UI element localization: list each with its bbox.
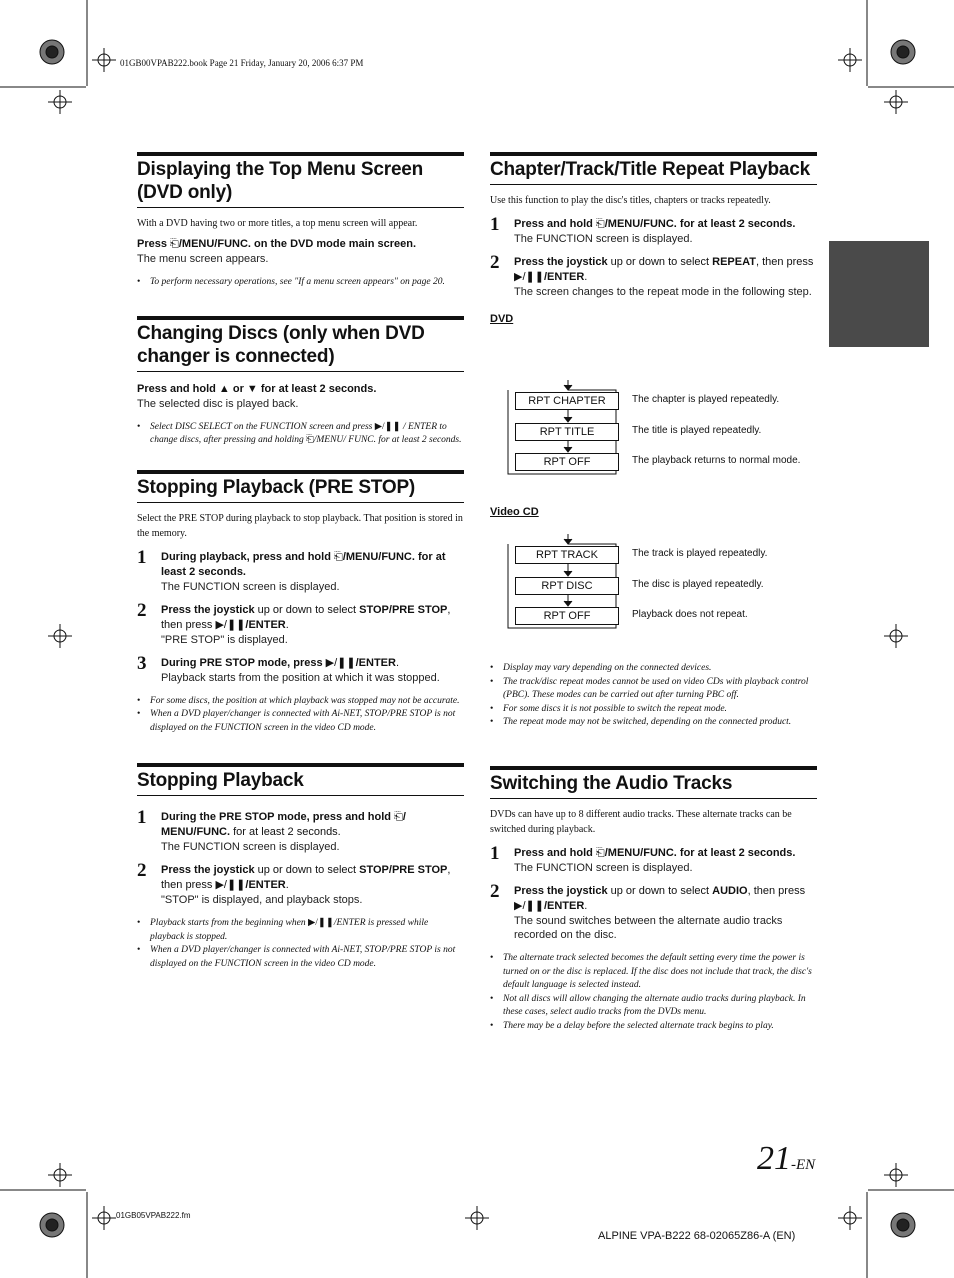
bullet-list (137, 276, 464, 290)
step-1 (137, 807, 464, 854)
menu-icon: ⎗ (306, 435, 314, 445)
result-text: The FUNCTION screen is displayed. (161, 580, 340, 593)
bullet-item: • For some discs it is not possible to switch the repeat mode. (490, 703, 817, 717)
play-pause-icon: ▶/❚❚ (514, 271, 544, 283)
bullet-list (490, 662, 817, 730)
bullet-list (137, 695, 464, 736)
menu-icon: ⎗ (394, 811, 403, 823)
result-text: "PRE STOP" is displayed. (161, 633, 288, 646)
book-header: 01GB00VPAB222.book Page 21 Friday, January 20, 2006 6:37 PM (120, 58, 364, 68)
body-text: With a DVD having two or more titles, a top menu screen will appear. (137, 218, 418, 229)
step-number: 2 (137, 860, 147, 881)
result-text: The sound switches between the alternate audio tracks recorded on the disc. (514, 915, 783, 941)
rpt-chapter-box: RPT CHAPTER (515, 392, 619, 410)
play-pause-icon: ▶/❚❚ (215, 879, 246, 891)
bullet-item: • For some discs, the position at which playback was stopped may not be accurate. (137, 695, 464, 709)
step-2 (490, 252, 817, 299)
mode-description: The disc is played repeatedly. (632, 579, 764, 590)
page-number-suffix: -EN (791, 1157, 816, 1173)
bullet-item: • When a DVD player/changer is connected with Ai-NET, STOP/PRE STOP is not displayed on the FUNCTION screen in the video CD mode. (137, 708, 464, 735)
step-2 (490, 881, 817, 942)
step-number: 1 (137, 807, 147, 828)
step-text: Press the joystick up or down to select REPEAT, then press ▶/❚❚/ENTER. (514, 256, 814, 283)
right-column (490, 152, 817, 1031)
bullet-text: / ENTER to change discs, after pressing and holding (150, 421, 447, 445)
bullet-list (137, 917, 464, 971)
bullet-text: Select DISC SELECT on the FUNCTION screen and press (150, 421, 373, 432)
step-text: Press the joystick up or down to select AUDIO, then press ▶/❚❚/ENTER. (514, 885, 806, 912)
play-pause-icon: ▶/❚❚ (307, 918, 334, 928)
mode-description: The playback returns to normal mode. (632, 455, 801, 466)
play-pause-icon: ▶/❚❚ (215, 618, 246, 631)
menu-icon: ⎗ (595, 847, 605, 859)
bullet-item: • There may be a delay before the selected alternate track begins to play. (490, 1020, 817, 1034)
rpt-off-box: RPT OFF (515, 453, 619, 471)
step-number: 2 (137, 599, 147, 621)
instruction: Press and hold ▲ or ▼ for at least 2 seconds. (137, 382, 377, 395)
mode-description: The chapter is played repeatedly. (632, 394, 780, 405)
result-text: The selected disc is played back. (137, 397, 299, 410)
step-number: 1 (137, 546, 147, 568)
step-text: Press and hold ⎗/MENU/FUNC. for at least 2 seconds. (514, 218, 796, 230)
play-pause-icon: ▶/❚❚ (374, 421, 401, 432)
step-1 (490, 214, 817, 246)
rpt-track-box: RPT TRACK (515, 546, 619, 564)
result-text: The screen changes to the repeat mode in the following step. (514, 286, 812, 298)
step-text: During playback, press and hold ⎗/MENU/FUNC. for at least 2 seconds. (161, 550, 446, 578)
left-column (137, 152, 464, 971)
bullet-item: • Not all discs will allow changing the alternate audio tracks during playback. In these cases, select audio tracks from the DVDs menu. (490, 993, 817, 1020)
bullet-item (137, 421, 464, 448)
section-title: Changing Discs (only when DVD changer is connected) (137, 316, 464, 372)
result-text: Playback starts from the position at which it was stopped. (161, 671, 440, 684)
section-title: Displaying the Top Menu Screen (DVD only) (137, 152, 464, 208)
step-2 (137, 860, 464, 907)
section-title: Stopping Playback (137, 763, 464, 796)
body-text: Select the PRE STOP during playback to stop playback. That position is stored in the memory. (137, 512, 463, 539)
step-number: 2 (490, 252, 500, 273)
step-number: 1 (490, 214, 500, 235)
step-number: 2 (490, 881, 500, 902)
section-tab (829, 241, 929, 347)
rpt-off-box: RPT OFF (515, 607, 619, 625)
instruction-text: Press (137, 238, 167, 250)
page-number (757, 1140, 815, 1178)
audio-tracks-section (490, 766, 817, 1033)
mode-description: The title is played repeatedly. (632, 425, 762, 436)
dvd-repeat-diagram (490, 380, 817, 475)
step-text: Press the joystick up or down to select STOP/PRE STOP, then press ▶/❚❚/ENTER. (161, 603, 451, 631)
menu-icon: ⎗ (334, 550, 343, 563)
result-text: "STOP" is displayed, and playback stops. (161, 894, 363, 906)
step-text: Press the joystick up or down to select STOP/PRE STOP, then press ▶/❚❚/ENTER. (161, 864, 451, 891)
bullet-item: • The repeat mode may not be switched, depending on the connected product. (490, 716, 817, 730)
bullet-list (137, 421, 464, 448)
bullet-text: /MENU/ FUNC. for at least 2 seconds. (313, 435, 462, 445)
bullet-item: • The track/disc repeat modes cannot be used on video CDs with playback control (PBC). These modes can be carried out after turning PBC off. (490, 676, 817, 703)
step-1 (137, 546, 464, 594)
play-pause-icon: ▶/❚❚ (325, 656, 356, 669)
step-text: Press and hold ⎗/MENU/FUNC. for at least 2 seconds. (514, 847, 796, 859)
mode-description: The track is played repeatedly. (632, 548, 768, 559)
bullet-list (490, 952, 817, 1033)
bullet-item: • When a DVD player/changer is connected with Ai-NET, STOP/PRE STOP is not displayed on the FUNCTION screen in the video CD mode. (137, 944, 464, 971)
video-cd-label: Video CD (490, 506, 539, 518)
dvd-label: DVD (490, 313, 514, 325)
step-1 (490, 843, 817, 875)
result-text: The FUNCTION screen is displayed. (514, 233, 693, 245)
rpt-disc-box: RPT DISC (515, 577, 619, 595)
step-2 (137, 599, 464, 647)
menu-icon: ⎗ (170, 238, 179, 250)
step-number: 3 (137, 652, 147, 674)
menu-icon: ⎗ (595, 218, 605, 230)
step-text: During the PRE STOP mode, press and hold ⎗/ MENU/FUNC. for at least 2 seconds. (161, 811, 406, 838)
result-text: The FUNCTION screen is displayed. (514, 862, 693, 874)
section-title: Chapter/Track/Title Repeat Playback (490, 152, 817, 185)
step-3 (137, 652, 464, 685)
vcd-repeat-diagram (490, 534, 817, 629)
rpt-title-box: RPT TITLE (515, 423, 619, 441)
step-number: 1 (490, 843, 500, 864)
mode-description: Playback does not repeat. (632, 609, 748, 620)
bullet-item: • Display may vary depending on the connected devices. (490, 662, 817, 676)
body-text: DVDs can have up to 8 different audio tracks. These alternate tracks can be switched during playback. (490, 809, 792, 835)
bullet-item: • The alternate track selected becomes the default setting every time the power is turned on or the disc is replaced. If the disc does not include that track, the disc's default language is selected instead. (490, 952, 817, 993)
footer-model: ALPINE VPA-B222 68-02065Z86-A (EN) (598, 1230, 796, 1242)
instruction (137, 237, 464, 252)
step-text: During PRE STOP mode, press ▶/❚❚/ENTER. (161, 656, 400, 669)
page-number-value: 21 (757, 1140, 791, 1177)
section-title: Switching the Audio Tracks (490, 766, 817, 799)
bullet-item: • Playback starts from the beginning when ▶/❚❚/ENTER is pressed while playback is stopped. (137, 917, 464, 944)
footer-file: 01GB05VPAB222.fm (116, 1211, 191, 1220)
body-text: Use this function to play the disc's titles, chapters or tracks repeatedly. (490, 195, 771, 206)
play-pause-icon: ▶/❚❚ (514, 900, 544, 912)
bullet-item: • To perform necessary operations, see "If a menu screen appears" on page 20. (137, 276, 464, 290)
instruction-text: /MENU/FUNC. on the DVD mode main screen. (178, 238, 417, 250)
section-title: Stopping Playback (PRE STOP) (137, 470, 464, 503)
result-text: The menu screen appears. (137, 253, 269, 265)
result-text: The FUNCTION screen is displayed. (161, 841, 340, 853)
